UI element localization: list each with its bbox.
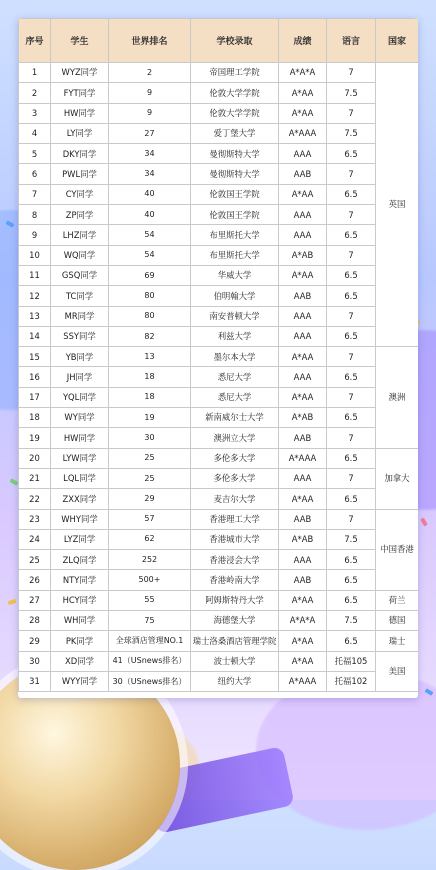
- cell-school: 伦敦国王学院: [191, 205, 279, 225]
- cell-language: 托福105: [327, 651, 376, 671]
- cell-language: 6.5: [327, 225, 376, 245]
- col-header-student: 学生: [51, 19, 109, 63]
- cell-student: WYZ同学: [51, 63, 109, 83]
- cell-student: HCY同学: [51, 590, 109, 610]
- cell-school: 多伦多大学: [191, 448, 279, 468]
- cell-number: 6: [19, 164, 51, 184]
- cell-student: WHY同学: [51, 509, 109, 529]
- confetti-decoration: [8, 599, 17, 605]
- col-header-country: 国家: [376, 19, 419, 63]
- cell-world-rank: 2: [109, 63, 191, 83]
- col-header-school: 学校录取: [191, 19, 279, 63]
- cell-world-rank: 18: [109, 367, 191, 387]
- table-row: [19, 63, 419, 83]
- table-row: [19, 448, 419, 468]
- cell-grade: A*AA: [279, 489, 327, 509]
- cell-school: 多伦多大学: [191, 468, 279, 488]
- cell-student: YQL同学: [51, 387, 109, 407]
- table-row: [19, 408, 419, 428]
- cell-student: WH同学: [51, 611, 109, 631]
- cell-number: 4: [19, 123, 51, 143]
- cell-student: PWL同学: [51, 164, 109, 184]
- cell-school: 曼彻斯特大学: [191, 164, 279, 184]
- cell-language: 7: [327, 164, 376, 184]
- cell-grade: A*AAA: [279, 123, 327, 143]
- cell-grade: A*AB: [279, 408, 327, 428]
- cell-language: 7: [327, 387, 376, 407]
- table-row: [19, 225, 419, 245]
- cell-grade: AAB: [279, 428, 327, 448]
- table-row: [19, 529, 419, 549]
- cell-student: LYZ同学: [51, 529, 109, 549]
- cell-grade: A*AAA: [279, 671, 327, 691]
- cell-school: 华威大学: [191, 265, 279, 285]
- cell-country: 英国: [376, 63, 419, 347]
- cell-grade: A*AA: [279, 590, 327, 610]
- cell-school: 布里斯托大学: [191, 225, 279, 245]
- cell-student: MR同学: [51, 306, 109, 326]
- cell-grade: A*A*A: [279, 63, 327, 83]
- cell-world-rank: 34: [109, 144, 191, 164]
- cell-student: LY同学: [51, 123, 109, 143]
- col-header-language: 语言: [327, 19, 376, 63]
- cell-school: 纽约大学: [191, 671, 279, 691]
- cell-language: 6.5: [327, 408, 376, 428]
- cell-number: 12: [19, 286, 51, 306]
- table-row: [19, 103, 419, 123]
- cell-school: 利兹大学: [191, 326, 279, 346]
- table-row: [19, 468, 419, 488]
- cell-world-rank: 9: [109, 103, 191, 123]
- cell-number: 30: [19, 651, 51, 671]
- cell-student: FYT同学: [51, 83, 109, 103]
- cell-grade: A*AA: [279, 651, 327, 671]
- cell-number: 8: [19, 205, 51, 225]
- cell-language: 7: [327, 63, 376, 83]
- cell-student: LHZ同学: [51, 225, 109, 245]
- cell-student: WYY同学: [51, 671, 109, 691]
- cell-language: 7: [327, 468, 376, 488]
- cell-school: 伦敦大学学院: [191, 103, 279, 123]
- table-row: [19, 509, 419, 529]
- cell-school: 麦吉尔大学: [191, 489, 279, 509]
- cell-country: 德国: [376, 611, 419, 631]
- cell-grade: AAB: [279, 509, 327, 529]
- cell-school: 澳洲立大学: [191, 428, 279, 448]
- cell-number: 11: [19, 265, 51, 285]
- col-header-number: 序号: [19, 19, 51, 63]
- cell-number: 10: [19, 245, 51, 265]
- cell-school: 海德堡大学: [191, 611, 279, 631]
- cell-number: 9: [19, 225, 51, 245]
- cell-number: 25: [19, 550, 51, 570]
- cell-world-rank: 80: [109, 286, 191, 306]
- cell-school: 帝国理工学院: [191, 63, 279, 83]
- cell-grade: A*AA: [279, 184, 327, 204]
- table-row: [19, 286, 419, 306]
- cell-grade: AAB: [279, 570, 327, 590]
- cell-student: LYW同学: [51, 448, 109, 468]
- cell-country: 加拿大: [376, 448, 419, 509]
- table-header-row: [19, 19, 419, 63]
- cell-language: 7: [327, 245, 376, 265]
- table-row: [19, 367, 419, 387]
- cell-school: 伦敦大学学院: [191, 83, 279, 103]
- cell-language: 7.5: [327, 611, 376, 631]
- cell-school: 曼彻斯特大学: [191, 144, 279, 164]
- cell-grade: AAA: [279, 468, 327, 488]
- cell-number: 23: [19, 509, 51, 529]
- cell-student: YB同学: [51, 347, 109, 367]
- cell-language: 7: [327, 428, 376, 448]
- table-row: [19, 570, 419, 590]
- cell-school: 瑞士洛桑酒店管理学院: [191, 631, 279, 651]
- cell-grade: AAB: [279, 164, 327, 184]
- table-row: [19, 83, 419, 103]
- cell-number: 31: [19, 671, 51, 691]
- cell-number: 26: [19, 570, 51, 590]
- table-row: [19, 651, 419, 671]
- cell-number: 3: [19, 103, 51, 123]
- table-row: [19, 306, 419, 326]
- cell-school: 香港理工大学: [191, 509, 279, 529]
- cell-student: WQ同学: [51, 245, 109, 265]
- cell-world-rank: 18: [109, 387, 191, 407]
- cell-world-rank: 27: [109, 123, 191, 143]
- cell-grade: A*AA: [279, 265, 327, 285]
- cell-student: LQL同学: [51, 468, 109, 488]
- cell-language: 6.5: [327, 590, 376, 610]
- cell-world-rank: 41（USnews排名）: [109, 651, 191, 671]
- cell-school: 波士顿大学: [191, 651, 279, 671]
- cell-student: CY同学: [51, 184, 109, 204]
- cell-world-rank: 252: [109, 550, 191, 570]
- cell-world-rank: 57: [109, 509, 191, 529]
- table-row: [19, 550, 419, 570]
- cell-school: 悉尼大学: [191, 387, 279, 407]
- cell-number: 7: [19, 184, 51, 204]
- cell-school: 布里斯托大学: [191, 245, 279, 265]
- cell-student: JH同学: [51, 367, 109, 387]
- cell-language: 6.5: [327, 265, 376, 285]
- cell-language: 7: [327, 306, 376, 326]
- table-row: [19, 611, 419, 631]
- cell-language: 7.5: [327, 83, 376, 103]
- table-row: [19, 245, 419, 265]
- table-row: [19, 428, 419, 448]
- cell-number: 2: [19, 83, 51, 103]
- cell-school: 爱丁堡大学: [191, 123, 279, 143]
- cell-language: 7: [327, 103, 376, 123]
- table-body: [19, 63, 419, 692]
- cell-school: 墨尔本大学: [191, 347, 279, 367]
- cell-world-rank: 19: [109, 408, 191, 428]
- table-row: [19, 347, 419, 367]
- cell-grade: A*AA: [279, 83, 327, 103]
- cell-grade: A*AA: [279, 631, 327, 651]
- cell-grade: AAA: [279, 225, 327, 245]
- cell-grade: A*AA: [279, 387, 327, 407]
- confetti-decoration: [420, 518, 427, 527]
- cell-language: 6.5: [327, 448, 376, 468]
- cell-country: 瑞士: [376, 631, 419, 651]
- cell-student: HW同学: [51, 428, 109, 448]
- cell-number: 22: [19, 489, 51, 509]
- cell-grade: AAA: [279, 326, 327, 346]
- cell-language: 托福102: [327, 671, 376, 691]
- cell-country: 中国香港: [376, 509, 419, 590]
- cell-world-rank: 40: [109, 184, 191, 204]
- cell-number: 17: [19, 387, 51, 407]
- cell-number: 15: [19, 347, 51, 367]
- cell-student: SSY同学: [51, 326, 109, 346]
- cell-grade: AAA: [279, 205, 327, 225]
- cell-world-rank: 80: [109, 306, 191, 326]
- cell-world-rank: 54: [109, 225, 191, 245]
- cell-world-rank: 54: [109, 245, 191, 265]
- cell-world-rank: 29: [109, 489, 191, 509]
- cell-world-rank: 全球酒店管理NO.1: [109, 631, 191, 651]
- cell-language: 6.5: [327, 144, 376, 164]
- cell-language: 6.5: [327, 631, 376, 651]
- col-header-grade: 成绩: [279, 19, 327, 63]
- cell-student: DKY同学: [51, 144, 109, 164]
- cell-school: 香港浸会大学: [191, 550, 279, 570]
- cell-country: 澳洲: [376, 347, 419, 448]
- cell-language: 7.5: [327, 529, 376, 549]
- cell-student: TC同学: [51, 286, 109, 306]
- cell-student: ZXX同学: [51, 489, 109, 509]
- cell-student: HW同学: [51, 103, 109, 123]
- cell-world-rank: 55: [109, 590, 191, 610]
- table-row: [19, 265, 419, 285]
- table-row: [19, 144, 419, 164]
- admissions-table: [18, 18, 418, 692]
- cell-grade: A*AB: [279, 529, 327, 549]
- cell-country: 荷兰: [376, 590, 419, 610]
- cell-world-rank: 25: [109, 468, 191, 488]
- cell-school: 伦敦国王学院: [191, 184, 279, 204]
- cell-grade: AAB: [279, 286, 327, 306]
- cell-language: 7: [327, 347, 376, 367]
- cell-school: 香港城市大学: [191, 529, 279, 549]
- table-row: [19, 387, 419, 407]
- cell-world-rank: 500+: [109, 570, 191, 590]
- cell-world-rank: 82: [109, 326, 191, 346]
- cell-number: 5: [19, 144, 51, 164]
- cell-language: 6.5: [327, 286, 376, 306]
- table-row: [19, 184, 419, 204]
- cell-number: 21: [19, 468, 51, 488]
- cell-grade: AAA: [279, 306, 327, 326]
- cell-student: NTY同学: [51, 570, 109, 590]
- cell-world-rank: 34: [109, 164, 191, 184]
- cell-world-rank: 25: [109, 448, 191, 468]
- cell-number: 20: [19, 448, 51, 468]
- cell-world-rank: 13: [109, 347, 191, 367]
- cell-school: 香港岭南大学: [191, 570, 279, 590]
- cell-country: 美国: [376, 651, 419, 692]
- cell-language: 7: [327, 205, 376, 225]
- cell-student: ZLQ同学: [51, 550, 109, 570]
- cell-number: 19: [19, 428, 51, 448]
- cell-grade: A*A*A: [279, 611, 327, 631]
- cell-grade: AAA: [279, 550, 327, 570]
- cell-grade: A*AAA: [279, 448, 327, 468]
- cell-student: XD同学: [51, 651, 109, 671]
- cell-language: 6.5: [327, 489, 376, 509]
- table-row: [19, 631, 419, 651]
- table-row: [19, 205, 419, 225]
- cell-grade: AAA: [279, 367, 327, 387]
- col-header-world-rank: 世界排名: [109, 19, 191, 63]
- cell-language: 6.5: [327, 550, 376, 570]
- cell-language: 6.5: [327, 184, 376, 204]
- cell-student: WY同学: [51, 408, 109, 428]
- cell-world-rank: 62: [109, 529, 191, 549]
- cell-world-rank: 9: [109, 83, 191, 103]
- table-row: [19, 671, 419, 691]
- cell-number: 14: [19, 326, 51, 346]
- cell-grade: AAA: [279, 144, 327, 164]
- cell-student: ZP同学: [51, 205, 109, 225]
- cell-grade: A*AB: [279, 245, 327, 265]
- cell-world-rank: 40: [109, 205, 191, 225]
- cell-language: 6.5: [327, 326, 376, 346]
- cell-number: 18: [19, 408, 51, 428]
- cell-school: 新南威尔士大学: [191, 408, 279, 428]
- cell-world-rank: 30（USnews排名）: [109, 671, 191, 691]
- cell-student: PK同学: [51, 631, 109, 651]
- cell-school: 阿姆斯特丹大学: [191, 590, 279, 610]
- cell-world-rank: 30: [109, 428, 191, 448]
- cell-number: 28: [19, 611, 51, 631]
- cell-language: 7: [327, 509, 376, 529]
- cell-school: 南安普顿大学: [191, 306, 279, 326]
- admissions-table-card: [18, 18, 418, 698]
- cell-language: 6.5: [327, 570, 376, 590]
- cell-school: 伯明翰大学: [191, 286, 279, 306]
- cell-number: 29: [19, 631, 51, 651]
- cell-number: 24: [19, 529, 51, 549]
- cell-grade: A*AA: [279, 347, 327, 367]
- cell-number: 27: [19, 590, 51, 610]
- table-row: [19, 164, 419, 184]
- table-row: [19, 123, 419, 143]
- cell-world-rank: 75: [109, 611, 191, 631]
- table-row: [19, 590, 419, 610]
- cell-language: 7.5: [327, 123, 376, 143]
- table-row: [19, 489, 419, 509]
- table-row: [19, 326, 419, 346]
- cell-grade: A*AA: [279, 103, 327, 123]
- cell-student: GSQ同学: [51, 265, 109, 285]
- cell-world-rank: 69: [109, 265, 191, 285]
- cell-school: 悉尼大学: [191, 367, 279, 387]
- cell-number: 16: [19, 367, 51, 387]
- cell-number: 13: [19, 306, 51, 326]
- cell-language: 6.5: [327, 367, 376, 387]
- cell-number: 1: [19, 63, 51, 83]
